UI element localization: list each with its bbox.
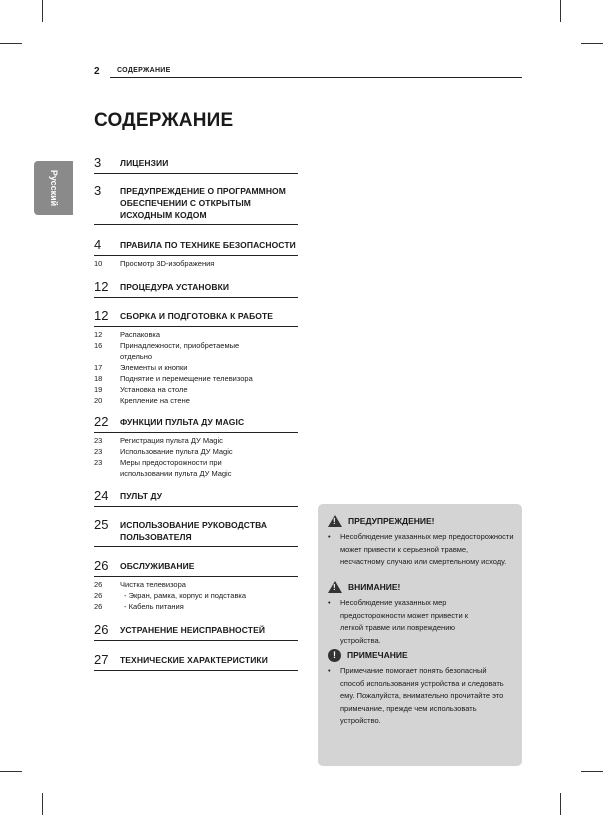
toc-subsection-title: Поднятие и перемещение телевизора (120, 374, 253, 383)
toc-section[interactable] (94, 559, 298, 612)
toc-section-title[interactable]: УСТРАНЕНИЕ НЕИСПРАВНОСТЕЙ (120, 625, 266, 635)
warning-note (328, 514, 514, 569)
toc-subsection-page: 19 (94, 385, 103, 394)
info-note-text: Примечание помогает понять безопасный способ использования устройства и следовать ему. Пожалуйста, внимательно прочитайте это примечание, прежде чем использовать устройство. (340, 666, 504, 725)
toc-section-title[interactable]: ПРАВИЛА ПО ТЕХНИКЕ БЕЗОПАСНОСТИ (120, 240, 296, 250)
toc-subsection[interactable] (94, 395, 298, 406)
toc-subsection[interactable] (94, 579, 298, 590)
toc-section-page: 12 (94, 279, 109, 294)
caution-note (328, 580, 514, 647)
toc-section-title[interactable]: ФУНКЦИИ ПУЛЬТА ДУ MAGIC (120, 417, 245, 427)
toc-subsection[interactable] (94, 457, 298, 479)
toc-subsection-page: 18 (94, 374, 103, 383)
toc-subsection-title: - Экран, рамка, корпус и подставка (124, 591, 247, 600)
crop-mark (581, 771, 603, 772)
table-of-contents (94, 156, 298, 671)
safety-notes-box (318, 504, 522, 766)
language-tab-label: Русский (48, 169, 59, 207)
warning-triangle-icon (328, 515, 342, 527)
toc-section-title[interactable]: СБОРКА И ПОДГОТОВКА К РАБОТЕ (120, 311, 274, 321)
crop-mark (560, 0, 561, 22)
toc-subsection[interactable] (94, 362, 298, 373)
info-circle-icon: ! (328, 649, 341, 662)
toc-section-title[interactable]: ПРОЦЕДУРА УСТАНОВКИ (120, 282, 230, 292)
toc-section[interactable] (94, 238, 298, 269)
toc-subsection-title: Просмотр 3D-изображения (120, 259, 215, 268)
toc-subsection-page: 16 (94, 341, 103, 350)
toc-subsection-page: 23 (94, 458, 103, 467)
crop-mark (42, 0, 43, 22)
bullet-icon: • (328, 666, 331, 675)
language-tab (34, 161, 73, 215)
warning-note-text: Несоблюдение указанных мер предосторожности может привести к серьезной травме, несчастному случаю или смертельному исходу. (340, 532, 514, 566)
bullet-icon: • (328, 598, 331, 607)
toc-subsection-title: Регистрация пульта ДУ Magic (120, 436, 223, 445)
toc-section-page: 3 (94, 183, 102, 198)
caution-note-text: Несоблюдение указанных мер предосторожности может привести к легкой травме или повреждению устройства. (340, 598, 469, 645)
crop-mark (0, 771, 22, 772)
toc-subsection-page: 10 (94, 259, 103, 268)
bullet-icon: • (328, 532, 331, 541)
toc-subsection-page: 12 (94, 330, 103, 339)
toc-subsection-title: - Кабель питания (124, 602, 184, 611)
toc-section[interactable] (94, 653, 298, 671)
toc-section[interactable] (94, 309, 298, 406)
toc-subsection-title: Меры предосторожности при использовании пульта ДУ Magic (120, 458, 232, 478)
warning-triangle-icon (328, 581, 342, 593)
toc-subsection-page: 17 (94, 363, 103, 372)
toc-subsection-title: Распаковка (120, 330, 161, 339)
toc-section-title[interactable]: ТЕХНИЧЕСКИЕ ХАРАКТЕРИСТИКИ (120, 655, 268, 665)
toc-section[interactable] (94, 184, 298, 225)
toc-section-page: 26 (94, 622, 109, 637)
toc-section[interactable] (94, 623, 298, 641)
toc-section-title[interactable]: ОБСЛУЖИВАНИЕ (120, 561, 195, 571)
toc-section-page: 25 (94, 517, 109, 532)
crop-mark (42, 793, 43, 815)
toc-section[interactable] (94, 156, 298, 174)
crop-mark (581, 43, 603, 44)
info-note (328, 648, 514, 728)
toc-subsection-title: Чистка телевизора (120, 580, 186, 589)
running-head-title: СОДЕРЖАНИЕ (117, 67, 171, 74)
toc-section-page: 24 (94, 488, 109, 503)
toc-subsection-page: 26 (94, 591, 103, 600)
crop-mark (0, 43, 22, 44)
page-title: СОДЕРЖАНИЕ (94, 110, 234, 131)
toc-subsection[interactable] (94, 373, 298, 384)
crop-mark (560, 793, 561, 815)
toc-subsection-page: 23 (94, 447, 103, 456)
toc-section-title[interactable]: ПРЕДУПРЕЖДЕНИЕ О ПРОГРАММНОМ ОБЕСПЕЧЕНИИ С ОТКРЫТЫМ ИСХОДНЫМ КОДОМ (120, 186, 286, 220)
toc-section-page: 27 (94, 652, 109, 667)
toc-subsection[interactable] (94, 329, 298, 340)
warning-note-title: ПРЕДУПРЕЖДЕНИЕ! (348, 516, 435, 526)
toc-section[interactable] (94, 415, 298, 479)
toc-subsection-page: 20 (94, 396, 103, 405)
toc-section-title[interactable]: ПУЛЬТ ДУ (120, 491, 163, 501)
toc-subsection[interactable] (94, 590, 298, 601)
toc-subsection-title: Крепление на стене (120, 396, 190, 405)
toc-section[interactable] (94, 489, 298, 507)
toc-subsection[interactable] (94, 340, 298, 362)
toc-section[interactable] (94, 518, 298, 547)
toc-section-page: 4 (94, 237, 102, 252)
toc-section-page: 22 (94, 414, 109, 429)
toc-subsection[interactable] (94, 435, 298, 446)
toc-subsection-title: Установка на столе (120, 385, 188, 394)
toc-subsection-title: Принадлежности, приобретаемые отдельно (120, 341, 240, 361)
info-note-title: ПРИМЕЧАНИЕ (347, 650, 408, 660)
toc-subsection[interactable] (94, 384, 298, 395)
toc-subsection[interactable] (94, 258, 298, 269)
running-head (94, 66, 522, 78)
toc-section-page: 3 (94, 155, 102, 170)
page-number: 2 (94, 66, 100, 77)
toc-subsection-page: 26 (94, 602, 103, 611)
toc-section[interactable] (94, 280, 298, 298)
toc-subsection-title: Элементы и кнопки (120, 363, 188, 372)
toc-section-title[interactable]: ИСПОЛЬЗОВАНИЕ РУКОВОДСТВА ПОЛЬЗОВАТЕЛЯ (120, 520, 268, 542)
caution-note-title: ВНИМАНИЕ! (348, 582, 401, 592)
toc-subsection[interactable] (94, 446, 298, 457)
toc-subsection[interactable] (94, 601, 298, 612)
toc-subsection-page: 26 (94, 580, 103, 589)
running-head-rule (110, 77, 522, 78)
toc-subsection-title: Использование пульта ДУ Magic (120, 447, 233, 456)
toc-section-page: 12 (94, 308, 109, 323)
toc-subsection-page: 23 (94, 436, 103, 445)
toc-section-title[interactable]: ЛИЦЕНЗИИ (120, 158, 169, 168)
toc-section-page: 26 (94, 558, 109, 573)
